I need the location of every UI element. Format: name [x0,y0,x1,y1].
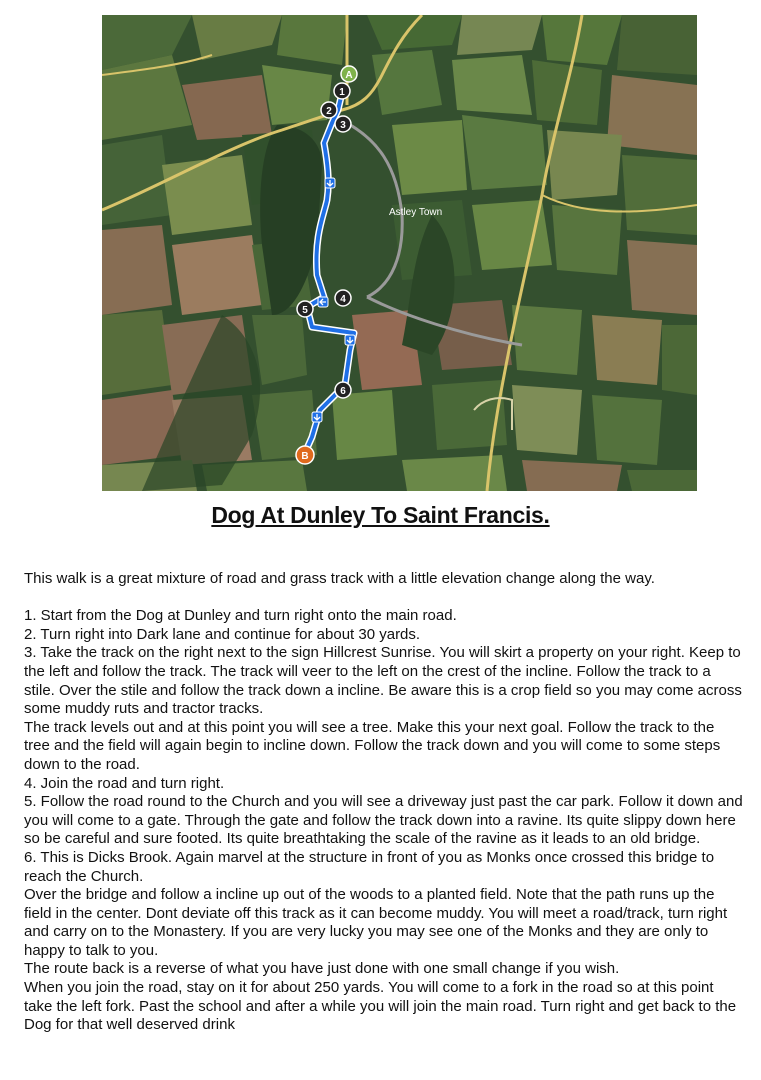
waypoint-4 [335,290,351,306]
end-marker [296,446,314,464]
walk-description [24,570,744,1035]
waypoint-2-label: 2 [326,106,332,117]
satellite-map-image [102,15,697,491]
place-label: Astley Town [389,207,443,218]
waypoint-3-label: 3 [340,120,346,131]
return-route: The route back is a reverse of what you have just done with one small change if you wish. [24,960,620,978]
step-6: 6. This is Dicks Brook. Again marvel at the structure in front of you as Monks once crossed this bridge to reach the Church. [24,848,715,885]
page-title: Dog At Dunley To Saint Francis. [211,502,550,528]
route-map [102,15,697,491]
waypoint-5-label: 5 [302,305,308,316]
step-1: 1. Start from the Dog at Dunley and turn right onto the main road. [24,607,457,625]
return-route-detail: When you join the road, stay on it for about 250 yards. You will come to a fork in the road so at this point take the left fork. Past the school and after a while you will join the main road. Turn right and get back to the Dog for that well deserved drink [24,979,737,1034]
step-3: 3. Take the track on the right next to the sign Hillcrest Sunrise. You will skirt a property on your right. Keep to the left and follow the track. The track will veer to the left on the crest of the incline. Follow the track to a stile. Over the stile and follow the track down a incline. Be aware this is a crop field so you may come across some muddy ruts and tractor tracks. [24,644,742,718]
step-3-continued: The track levels out and at this point you will see a tree. Make this your next goal. Follow the track to the tree and the field will again begin to incline down. Follow the track down and you will come to some steps down to the road. [24,718,721,773]
start-marker-label: A [345,70,353,81]
waypoint-5 [297,301,313,317]
waypoint-6 [335,382,351,398]
step-5: 5. Follow the road round to the Church and you will see a driveway just past the car park. Follow it down and you will come to a gate. Through the gate and follow the track down into a ravine. Its quite slippy down here so be careful and sure footed. Its quite breathtaking the scale of the ravine as it leads to an old bridge. [24,793,743,848]
waypoint-3 [335,116,351,132]
step-6-continued: Over the bridge and follow a incline up out of the woods to a planted field. Note that the path runs up the field in the center. Dont deviate off this track as it can become muddy. You will meet a road/track, turn right and carry on to the Monastery. If you are very lucky you may see one of the Monks and they are only to happy to talk to you. [24,886,728,959]
waypoint-2 [321,102,337,118]
waypoint-1-label: 1 [339,87,345,98]
end-marker-label: B [301,451,309,462]
waypoint-4-label: 4 [340,294,346,305]
waypoint-1 [334,83,350,99]
paragraph-gap [24,589,744,608]
waypoint-6-label: 6 [340,386,346,397]
step-4: 4. Join the road and turn right. [24,774,225,792]
start-marker [341,66,357,82]
intro-paragraph: This walk is a great mixture of road and grass track with a little elevation change along the way. [24,570,655,587]
step-2: 2. Turn right into Dark lane and continue for about 30 yards. [24,625,421,643]
